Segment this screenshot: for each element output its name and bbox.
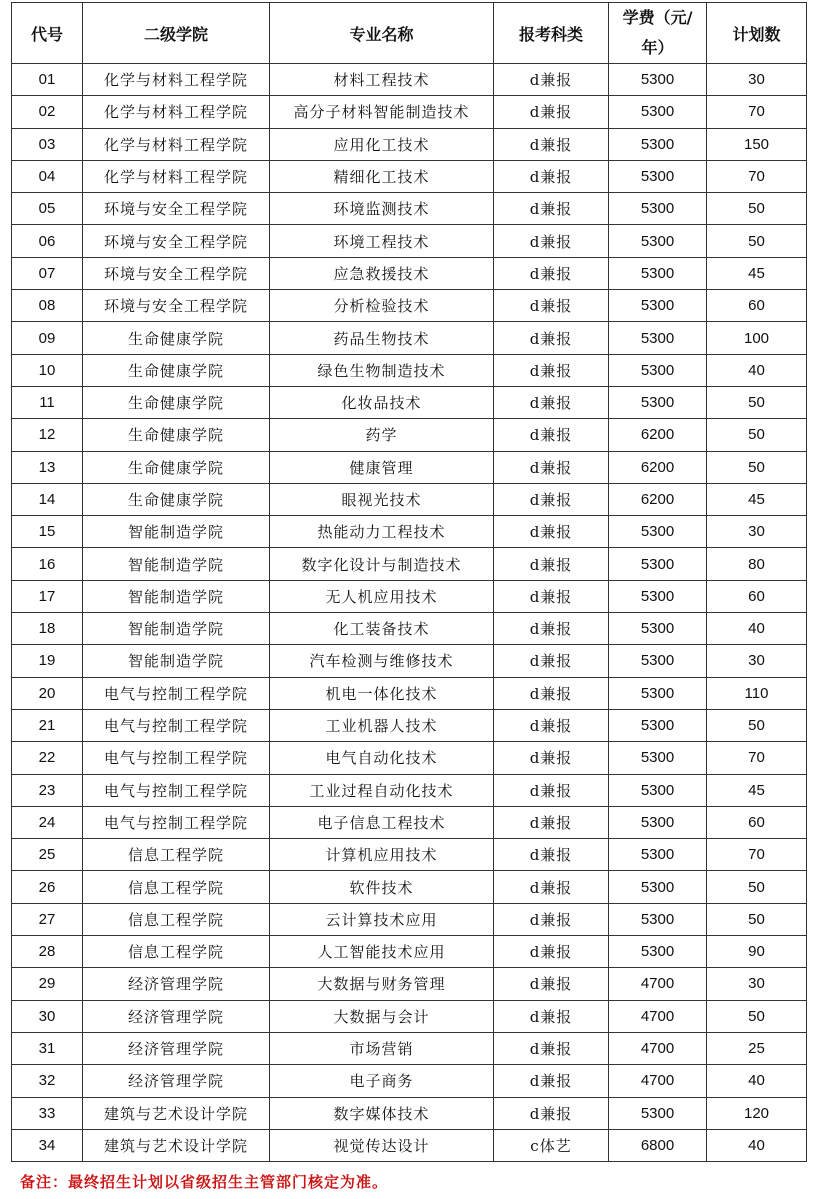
table-row xyxy=(12,290,807,322)
cell-fee: 5300 xyxy=(609,548,707,580)
cell-major: 材料工程技术 xyxy=(270,64,494,96)
cell-major: 工业机器人技术 xyxy=(270,709,494,741)
table-row xyxy=(12,806,807,838)
cell-plan: 50 xyxy=(707,1000,807,1032)
cell-college: 建筑与艺术设计学院 xyxy=(83,1097,270,1129)
cell-code: 33 xyxy=(12,1097,83,1129)
table-row xyxy=(12,548,807,580)
cell-fee: 5300 xyxy=(609,742,707,774)
table-row xyxy=(12,903,807,935)
cell-category: d兼报 xyxy=(494,936,609,968)
cell-category: d兼报 xyxy=(494,968,609,1000)
cell-plan: 110 xyxy=(707,677,807,709)
cell-code: 28 xyxy=(12,936,83,968)
cell-code: 10 xyxy=(12,354,83,386)
cell-plan: 40 xyxy=(707,1065,807,1097)
cell-plan: 60 xyxy=(707,290,807,322)
cell-fee: 5300 xyxy=(609,645,707,677)
table-row xyxy=(12,1032,807,1064)
cell-college: 化学与材料工程学院 xyxy=(83,128,270,160)
table-row xyxy=(12,645,807,677)
table-row xyxy=(12,580,807,612)
cell-major: 应用化工技术 xyxy=(270,128,494,160)
cell-category: d兼报 xyxy=(494,354,609,386)
cell-code: 07 xyxy=(12,257,83,289)
cell-major: 工业过程自动化技术 xyxy=(270,774,494,806)
header-category: 报考科类 xyxy=(494,3,609,64)
cell-college: 环境与安全工程学院 xyxy=(83,225,270,257)
cell-plan: 120 xyxy=(707,1097,807,1129)
cell-category: d兼报 xyxy=(494,193,609,225)
cell-plan: 50 xyxy=(707,193,807,225)
cell-college: 智能制造学院 xyxy=(83,548,270,580)
cell-college: 电气与控制工程学院 xyxy=(83,806,270,838)
cell-college: 电气与控制工程学院 xyxy=(83,742,270,774)
cell-code: 19 xyxy=(12,645,83,677)
header-major: 专业名称 xyxy=(270,3,494,64)
table-row xyxy=(12,613,807,645)
table-row xyxy=(12,419,807,451)
cell-fee: 5300 xyxy=(609,709,707,741)
cell-major: 视觉传达设计 xyxy=(270,1129,494,1161)
cell-major: 数字化设计与制造技术 xyxy=(270,548,494,580)
cell-code: 02 xyxy=(12,96,83,128)
table-row xyxy=(12,96,807,128)
cell-college: 信息工程学院 xyxy=(83,871,270,903)
cell-major: 汽车检测与维修技术 xyxy=(270,645,494,677)
cell-category: d兼报 xyxy=(494,386,609,418)
cell-code: 03 xyxy=(12,128,83,160)
cell-college: 电气与控制工程学院 xyxy=(83,709,270,741)
cell-category: d兼报 xyxy=(494,677,609,709)
cell-category: d兼报 xyxy=(494,128,609,160)
table-body xyxy=(12,64,807,1162)
cell-code: 14 xyxy=(12,483,83,515)
cell-major: 眼视光技术 xyxy=(270,483,494,515)
cell-plan: 60 xyxy=(707,580,807,612)
table-row xyxy=(12,709,807,741)
cell-plan: 40 xyxy=(707,1129,807,1161)
cell-code: 08 xyxy=(12,290,83,322)
cell-fee: 5300 xyxy=(609,128,707,160)
cell-major: 环境监测技术 xyxy=(270,193,494,225)
cell-code: 01 xyxy=(12,64,83,96)
cell-college: 生命健康学院 xyxy=(83,419,270,451)
header-fee xyxy=(609,3,707,64)
cell-code: 25 xyxy=(12,839,83,871)
cell-major: 无人机应用技术 xyxy=(270,580,494,612)
table-header-row xyxy=(12,3,807,64)
cell-plan: 50 xyxy=(707,903,807,935)
cell-plan: 70 xyxy=(707,160,807,192)
cell-plan: 70 xyxy=(707,839,807,871)
cell-fee: 5300 xyxy=(609,613,707,645)
cell-plan: 70 xyxy=(707,742,807,774)
cell-college: 电气与控制工程学院 xyxy=(83,774,270,806)
cell-major: 数字媒体技术 xyxy=(270,1097,494,1129)
cell-college: 智能制造学院 xyxy=(83,580,270,612)
cell-major: 人工智能技术应用 xyxy=(270,936,494,968)
cell-college: 经济管理学院 xyxy=(83,1000,270,1032)
header-fee-line1: 学费（元/ xyxy=(622,8,693,27)
cell-code: 11 xyxy=(12,386,83,418)
cell-category: d兼报 xyxy=(494,516,609,548)
cell-major: 电气自动化技术 xyxy=(270,742,494,774)
cell-fee: 5300 xyxy=(609,96,707,128)
cell-category: d兼报 xyxy=(494,839,609,871)
cell-code: 09 xyxy=(12,322,83,354)
cell-category: d兼报 xyxy=(494,580,609,612)
cell-code: 15 xyxy=(12,516,83,548)
table-row xyxy=(12,128,807,160)
cell-code: 29 xyxy=(12,968,83,1000)
table-row xyxy=(12,160,807,192)
cell-fee: 6800 xyxy=(609,1129,707,1161)
cell-fee: 6200 xyxy=(609,419,707,451)
cell-category: d兼报 xyxy=(494,322,609,354)
cell-college: 环境与安全工程学院 xyxy=(83,290,270,322)
cell-plan: 50 xyxy=(707,386,807,418)
cell-code: 16 xyxy=(12,548,83,580)
table-row xyxy=(12,1000,807,1032)
cell-code: 06 xyxy=(12,225,83,257)
cell-major: 应急救援技术 xyxy=(270,257,494,289)
table-row xyxy=(12,1097,807,1129)
cell-major: 电子信息工程技术 xyxy=(270,806,494,838)
cell-fee: 5300 xyxy=(609,677,707,709)
cell-code: 26 xyxy=(12,871,83,903)
cell-plan: 90 xyxy=(707,936,807,968)
cell-fee: 5300 xyxy=(609,516,707,548)
cell-fee: 6200 xyxy=(609,483,707,515)
cell-plan: 80 xyxy=(707,548,807,580)
cell-major: 电子商务 xyxy=(270,1065,494,1097)
cell-category: d兼报 xyxy=(494,64,609,96)
cell-category: d兼报 xyxy=(494,1097,609,1129)
cell-plan: 30 xyxy=(707,64,807,96)
cell-fee: 5300 xyxy=(609,322,707,354)
cell-fee: 5300 xyxy=(609,903,707,935)
cell-college: 生命健康学院 xyxy=(83,386,270,418)
cell-college: 环境与安全工程学院 xyxy=(83,257,270,289)
cell-code: 21 xyxy=(12,709,83,741)
cell-major: 软件技术 xyxy=(270,871,494,903)
cell-category: d兼报 xyxy=(494,1000,609,1032)
table-row xyxy=(12,64,807,96)
table-row xyxy=(12,386,807,418)
table-row xyxy=(12,774,807,806)
cell-plan: 150 xyxy=(707,128,807,160)
cell-category: d兼报 xyxy=(494,483,609,515)
cell-plan: 45 xyxy=(707,257,807,289)
cell-major: 药品生物技术 xyxy=(270,322,494,354)
cell-college: 经济管理学院 xyxy=(83,968,270,1000)
cell-fee: 5300 xyxy=(609,936,707,968)
cell-plan: 40 xyxy=(707,354,807,386)
cell-plan: 50 xyxy=(707,225,807,257)
table-row xyxy=(12,193,807,225)
cell-major: 机电一体化技术 xyxy=(270,677,494,709)
cell-category: d兼报 xyxy=(494,613,609,645)
cell-code: 17 xyxy=(12,580,83,612)
table-row xyxy=(12,451,807,483)
cell-category: d兼报 xyxy=(494,96,609,128)
header-plan: 计划数 xyxy=(707,3,807,64)
cell-college: 生命健康学院 xyxy=(83,451,270,483)
cell-code: 20 xyxy=(12,677,83,709)
cell-major: 健康管理 xyxy=(270,451,494,483)
cell-college: 建筑与艺术设计学院 xyxy=(83,1129,270,1161)
cell-fee: 5300 xyxy=(609,160,707,192)
cell-college: 环境与安全工程学院 xyxy=(83,193,270,225)
cell-plan: 45 xyxy=(707,774,807,806)
cell-category: d兼报 xyxy=(494,257,609,289)
cell-code: 05 xyxy=(12,193,83,225)
table-row xyxy=(12,1129,807,1161)
cell-code: 32 xyxy=(12,1065,83,1097)
cell-fee: 5300 xyxy=(609,257,707,289)
header-fee-line2: 年） xyxy=(641,38,674,57)
table-row xyxy=(12,257,807,289)
cell-fee: 5300 xyxy=(609,839,707,871)
cell-major: 环境工程技术 xyxy=(270,225,494,257)
cell-fee: 5300 xyxy=(609,64,707,96)
cell-plan: 25 xyxy=(707,1032,807,1064)
cell-college: 化学与材料工程学院 xyxy=(83,64,270,96)
cell-fee: 4700 xyxy=(609,1032,707,1064)
cell-category: d兼报 xyxy=(494,742,609,774)
table-row xyxy=(12,936,807,968)
cell-category: d兼报 xyxy=(494,225,609,257)
cell-fee: 4700 xyxy=(609,968,707,1000)
cell-code: 23 xyxy=(12,774,83,806)
cell-college: 信息工程学院 xyxy=(83,903,270,935)
table-row xyxy=(12,483,807,515)
cell-college: 智能制造学院 xyxy=(83,516,270,548)
cell-major: 云计算技术应用 xyxy=(270,903,494,935)
cell-category: d兼报 xyxy=(494,645,609,677)
cell-code: 30 xyxy=(12,1000,83,1032)
cell-college: 信息工程学院 xyxy=(83,839,270,871)
cell-fee: 5300 xyxy=(609,354,707,386)
cell-plan: 50 xyxy=(707,709,807,741)
cell-major: 热能动力工程技术 xyxy=(270,516,494,548)
cell-college: 经济管理学院 xyxy=(83,1032,270,1064)
table-row xyxy=(12,968,807,1000)
table-row xyxy=(12,516,807,548)
cell-category: c体艺 xyxy=(494,1129,609,1161)
cell-major: 大数据与财务管理 xyxy=(270,968,494,1000)
table-row xyxy=(12,354,807,386)
cell-code: 12 xyxy=(12,419,83,451)
cell-category: d兼报 xyxy=(494,160,609,192)
cell-fee: 6200 xyxy=(609,451,707,483)
cell-plan: 70 xyxy=(707,96,807,128)
cell-plan: 30 xyxy=(707,516,807,548)
cell-code: 27 xyxy=(12,903,83,935)
cell-code: 24 xyxy=(12,806,83,838)
cell-fee: 5300 xyxy=(609,871,707,903)
cell-fee: 4700 xyxy=(609,1000,707,1032)
cell-plan: 50 xyxy=(707,871,807,903)
cell-college: 化学与材料工程学院 xyxy=(83,96,270,128)
cell-category: d兼报 xyxy=(494,1065,609,1097)
header-code: 代号 xyxy=(12,3,83,64)
cell-college: 信息工程学院 xyxy=(83,936,270,968)
cell-fee: 4700 xyxy=(609,1065,707,1097)
cell-code: 04 xyxy=(12,160,83,192)
cell-fee: 5300 xyxy=(609,580,707,612)
cell-plan: 30 xyxy=(707,968,807,1000)
cell-fee: 5300 xyxy=(609,774,707,806)
cell-major: 精细化工技术 xyxy=(270,160,494,192)
cell-category: d兼报 xyxy=(494,806,609,838)
cell-college: 智能制造学院 xyxy=(83,645,270,677)
cell-major: 化妆品技术 xyxy=(270,386,494,418)
header-college: 二级学院 xyxy=(83,3,270,64)
table-row xyxy=(12,322,807,354)
cell-plan: 100 xyxy=(707,322,807,354)
cell-college: 智能制造学院 xyxy=(83,613,270,645)
cell-category: d兼报 xyxy=(494,548,609,580)
cell-college: 经济管理学院 xyxy=(83,1065,270,1097)
cell-plan: 60 xyxy=(707,806,807,838)
cell-category: d兼报 xyxy=(494,419,609,451)
cell-category: d兼报 xyxy=(494,903,609,935)
cell-major: 市场营销 xyxy=(270,1032,494,1064)
table-row xyxy=(12,677,807,709)
cell-plan: 50 xyxy=(707,451,807,483)
cell-category: d兼报 xyxy=(494,451,609,483)
cell-major: 大数据与会计 xyxy=(270,1000,494,1032)
table-row xyxy=(12,742,807,774)
cell-major: 药学 xyxy=(270,419,494,451)
cell-plan: 40 xyxy=(707,613,807,645)
table-row xyxy=(12,871,807,903)
cell-college: 化学与材料工程学院 xyxy=(83,160,270,192)
cell-code: 31 xyxy=(12,1032,83,1064)
cell-fee: 5300 xyxy=(609,290,707,322)
cell-major: 绿色生物制造技术 xyxy=(270,354,494,386)
cell-college: 生命健康学院 xyxy=(83,483,270,515)
cell-college: 电气与控制工程学院 xyxy=(83,677,270,709)
cell-category: d兼报 xyxy=(494,1032,609,1064)
cell-code: 22 xyxy=(12,742,83,774)
cell-college: 生命健康学院 xyxy=(83,354,270,386)
cell-major: 化工装备技术 xyxy=(270,613,494,645)
cell-fee: 5300 xyxy=(609,225,707,257)
table-row xyxy=(12,839,807,871)
cell-category: d兼报 xyxy=(494,290,609,322)
remark-note: 备注：最终招生计划以省级招生主管部门核定为准。 xyxy=(20,1173,389,1191)
cell-plan: 30 xyxy=(707,645,807,677)
cell-code: 18 xyxy=(12,613,83,645)
enrollment-plan-table xyxy=(11,2,807,1162)
cell-major: 高分子材料智能制造技术 xyxy=(270,96,494,128)
cell-major: 计算机应用技术 xyxy=(270,839,494,871)
cell-fee: 5300 xyxy=(609,193,707,225)
cell-fee: 5300 xyxy=(609,386,707,418)
cell-plan: 50 xyxy=(707,419,807,451)
cell-category: d兼报 xyxy=(494,709,609,741)
cell-code: 13 xyxy=(12,451,83,483)
cell-college: 生命健康学院 xyxy=(83,322,270,354)
cell-category: d兼报 xyxy=(494,774,609,806)
cell-plan: 45 xyxy=(707,483,807,515)
cell-fee: 5300 xyxy=(609,1097,707,1129)
cell-fee: 5300 xyxy=(609,806,707,838)
cell-code: 34 xyxy=(12,1129,83,1161)
cell-major: 分析检验技术 xyxy=(270,290,494,322)
table-row xyxy=(12,1065,807,1097)
table-row xyxy=(12,225,807,257)
cell-category: d兼报 xyxy=(494,871,609,903)
